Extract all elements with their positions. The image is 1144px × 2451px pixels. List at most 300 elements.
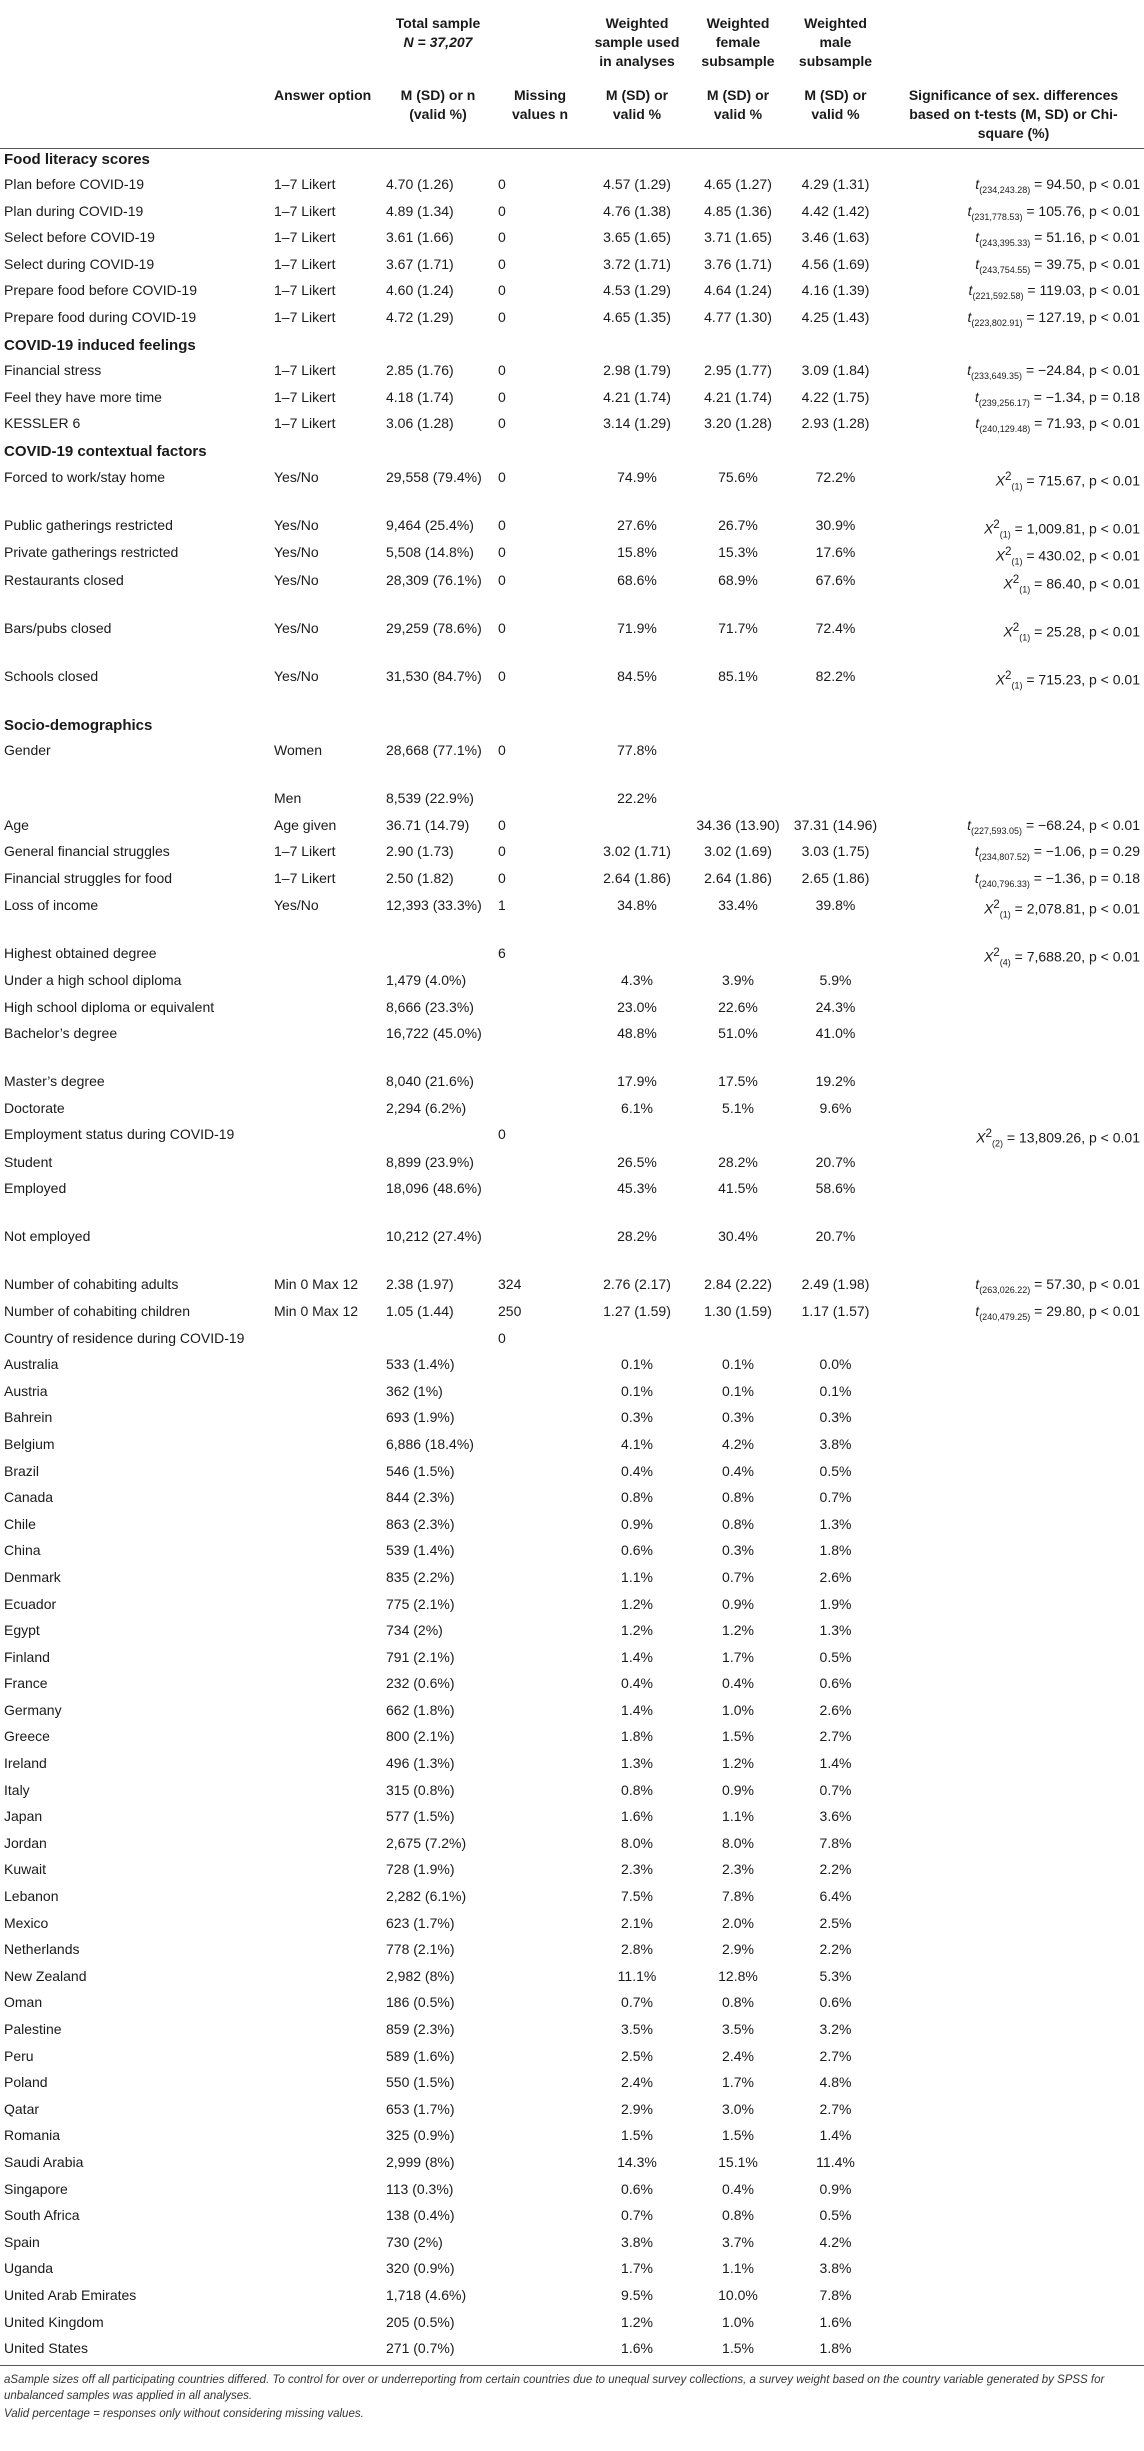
- variable-name: High school diploma or equivalent: [4, 998, 215, 1015]
- table-row: [0, 1227, 1144, 1275]
- significance-cell: [883, 1488, 1144, 1515]
- missing-values: [494, 1382, 586, 1409]
- header-total-stat: M (SD) or n (valid %): [400, 87, 476, 122]
- weighted-male-value: 2.93 (1.28): [801, 415, 870, 432]
- total-sample-value: 734 (2%): [386, 1622, 443, 1639]
- total-sample-value: 775 (2.1%): [386, 1595, 455, 1612]
- weighted-female-value: 1.7%: [722, 1648, 754, 1665]
- country-name: Singapore: [4, 2180, 68, 2197]
- total-sample-value: 3.61 (1.66): [386, 229, 454, 246]
- total-sample-value: 539 (1.4%): [386, 1542, 455, 1559]
- weighted-male-value: 58.6%: [815, 1180, 856, 1197]
- header-weighted-sample: Weighted sample used in analyses: [594, 15, 680, 69]
- significance-cell: [883, 1648, 1144, 1675]
- weighted-female-value: 0.3%: [722, 1542, 754, 1559]
- weighted-female-value: 85.1%: [718, 667, 758, 684]
- weighted-sample-value: 4.53 (1.29): [603, 282, 671, 299]
- answer-option: [270, 971, 382, 998]
- weighted-female-value: 12.8%: [718, 1967, 758, 1984]
- weighted-sample-value: 1.2%: [621, 1622, 653, 1639]
- stat-value: = 51.16, p < 0.01: [1030, 229, 1140, 246]
- significance-cell: [883, 667, 1144, 715]
- weighted-sample-value: 4.1%: [621, 1435, 653, 1452]
- section-header-row: [0, 715, 1144, 742]
- stat-value: = 57.30, p < 0.01: [1030, 1276, 1140, 1293]
- answer-option: [270, 1648, 382, 1675]
- variable-name: Not employed: [4, 1228, 91, 1245]
- missing-values: 1: [498, 896, 506, 913]
- weighted-sample-value: 1.2%: [621, 1595, 653, 1612]
- missing-values: [494, 1072, 586, 1099]
- total-sample-value: 3.67 (1.71): [386, 255, 454, 272]
- answer-option: Men: [274, 790, 302, 807]
- weighted-sample-value: [586, 1329, 688, 1356]
- country-row: [0, 1621, 1144, 1648]
- weighted-male-value: 37.31 (14.96): [793, 816, 878, 833]
- significance-cell: [883, 1125, 1144, 1152]
- total-sample-value: 8,899 (23.9%): [386, 1153, 474, 1170]
- missing-values: 6: [498, 944, 506, 961]
- stat-symbol: X: [995, 671, 1005, 688]
- table-row: [0, 1302, 1144, 1329]
- country-name: Australia: [4, 1356, 59, 1373]
- weighted-female-value: [688, 1125, 788, 1152]
- missing-values: [494, 2153, 586, 2180]
- missing-values: 0: [498, 282, 506, 299]
- answer-option: [270, 1674, 382, 1701]
- significance-cell: [883, 944, 1144, 971]
- significance-cell: [883, 2153, 1144, 2180]
- significance-cell: [883, 1674, 1144, 1701]
- weighted-sample-value: 1.7%: [621, 2260, 653, 2277]
- missing-values: 0: [498, 388, 506, 405]
- weighted-female-value: 1.2%: [722, 1755, 754, 1772]
- section-title: COVID-19 contextual factors: [4, 443, 207, 461]
- missing-values: [494, 2206, 586, 2233]
- total-sample-value: 4.89 (1.34): [386, 202, 454, 219]
- weighted-sample-value: 1.4%: [621, 1701, 653, 1718]
- weighted-sample-value: 3.72 (1.71): [603, 255, 671, 272]
- missing-values: [494, 1435, 586, 1462]
- significance-cell: [883, 1701, 1144, 1728]
- variable-name: Restaurants closed: [4, 571, 124, 588]
- missing-values: [494, 1781, 586, 1808]
- total-sample-value: 623 (1.7%): [386, 1914, 455, 1931]
- weighted-male-value: 2.2%: [819, 1861, 852, 1878]
- significance-cell: [883, 1834, 1144, 1861]
- weighted-sample-value: 1.6%: [586, 2339, 688, 2366]
- total-sample-value: 315 (0.8%): [386, 1781, 455, 1798]
- country-name: Belgium: [4, 1435, 55, 1452]
- table-row: [0, 255, 1144, 282]
- missing-values: [494, 1408, 586, 1435]
- total-sample-value: 2,982 (8%): [386, 1967, 455, 1984]
- missing-values: [494, 2020, 586, 2047]
- significance-cell: [883, 1993, 1144, 2020]
- stat-degrees-of-freedom: (2): [991, 1138, 1003, 1149]
- significance-cell: [883, 1940, 1144, 1967]
- country-name: Romania: [4, 2127, 61, 2144]
- weighted-female-value: 71.7%: [718, 619, 758, 636]
- variable-name: Select before COVID-19: [4, 229, 155, 246]
- country-name: United Kingdom: [4, 2313, 104, 2330]
- weighted-female-value: 34.36 (13.90): [696, 816, 780, 833]
- variable-name: Employed: [4, 1180, 67, 1197]
- missing-values: [494, 1993, 586, 2020]
- stat-degrees-of-freedom: (1): [1019, 583, 1031, 594]
- weighted-sample-value: 71.9%: [617, 619, 657, 636]
- total-sample-value: 31,530 (84.7%): [386, 667, 482, 684]
- table-row: [0, 816, 1144, 843]
- weighted-male-value: 0.5%: [819, 1648, 852, 1665]
- significance-cell: [883, 1382, 1144, 1409]
- weighted-male-value: 0.9%: [819, 2180, 852, 2197]
- total-sample-value: 6,886 (18.4%): [386, 1435, 474, 1452]
- significance-cell: [883, 1227, 1144, 1275]
- total-sample-value: 2,675 (7.2%): [386, 1834, 467, 1851]
- weighted-sample-value: 0.4%: [621, 1462, 653, 1479]
- weighted-female-value: 22.6%: [718, 998, 758, 1015]
- total-sample-value: 844 (2.3%): [386, 1489, 455, 1506]
- answer-option: 1–7 Likert: [274, 869, 336, 886]
- header-row-1: [0, 0, 1144, 82]
- missing-values: [494, 2313, 586, 2340]
- country-name: Oman: [4, 1994, 43, 2011]
- header-total-label: Total sample: [395, 15, 481, 31]
- answer-option: Women: [274, 742, 322, 759]
- stat-value: = 29.80, p < 0.01: [1030, 1302, 1140, 1319]
- missing-values: [494, 1807, 586, 1834]
- country-name: Germany: [4, 1701, 62, 1718]
- weighted-female-value: 0.1%: [722, 1356, 754, 1373]
- significance-cell: [883, 1887, 1144, 1914]
- stat-value: = 715.23, p < 0.01: [1022, 671, 1140, 688]
- variable-name: Prepare food during COVID-19: [4, 309, 197, 326]
- weighted-sample-value: 2.1%: [621, 1914, 653, 1931]
- country-row: [0, 2259, 1144, 2286]
- country-row: [0, 1781, 1144, 1808]
- weighted-female-value: 0.9%: [722, 1595, 754, 1612]
- weighted-female-value: 2.64 (1.86): [704, 869, 772, 886]
- answer-option: 1–7 Likert: [274, 282, 336, 299]
- weighted-sample-value: [586, 1125, 688, 1152]
- weighted-sample-value: 0.3%: [621, 1409, 653, 1426]
- weighted-sample-value: 3.65 (1.65): [603, 229, 671, 246]
- stat-superscript: 2: [1004, 668, 1012, 682]
- total-sample-value: 693 (1.9%): [386, 1409, 455, 1426]
- table-row: [0, 741, 1144, 789]
- weighted-female-value: 2.0%: [722, 1914, 754, 1931]
- stat-superscript: 2: [1004, 545, 1012, 559]
- country-row: [0, 1568, 1144, 1595]
- total-sample-value: 9,464 (25.4%): [386, 516, 474, 533]
- weighted-female-value: 1.1%: [722, 2260, 754, 2277]
- stat-symbol: X: [983, 520, 994, 537]
- weighted-male-value: [788, 741, 883, 789]
- stat-superscript: 2: [993, 897, 1000, 911]
- weighted-male-value: 4.42 (1.42): [801, 202, 870, 219]
- weighted-sample-value: 22.2%: [617, 790, 657, 807]
- stat-degrees-of-freedom: (1): [1011, 679, 1023, 690]
- country-row: [0, 2206, 1144, 2233]
- answer-option: [270, 1488, 382, 1515]
- total-sample-value: 2,294 (6.2%): [386, 1099, 467, 1116]
- weighted-sample-value: 4.65 (1.35): [603, 309, 671, 326]
- weighted-female-value: 0.4%: [722, 1462, 754, 1479]
- variable-name: Gender: [4, 742, 51, 759]
- weighted-male-value: 4.2%: [819, 2233, 852, 2250]
- weighted-male-value: 1.4%: [819, 2127, 852, 2144]
- country-name: Palestine: [4, 2021, 62, 2037]
- weighted-male-value: 67.6%: [815, 571, 856, 588]
- weighted-sample-value: 1.8%: [621, 1728, 653, 1745]
- answer-option: 1–7 Likert: [274, 309, 336, 326]
- weighted-female-value: 4.21 (1.74): [704, 388, 772, 405]
- significance-cell: [883, 543, 1144, 570]
- stat-symbol: t: [975, 415, 980, 432]
- stat-value: = −1.36, p = 0.18: [1029, 869, 1140, 886]
- stat-degrees-of-freedom: (233,649.35): [971, 371, 1023, 382]
- weighted-sample-value: 0.4%: [621, 1675, 653, 1692]
- country-name: China: [4, 1542, 41, 1559]
- country-row: [0, 1488, 1144, 1515]
- significance-cell: [883, 1781, 1144, 1808]
- missing-values: [494, 1179, 586, 1227]
- total-sample-value: 271 (0.7%): [382, 2339, 494, 2366]
- total-sample-value: 232 (0.6%): [386, 1675, 455, 1692]
- header-answer-option: Answer option: [274, 87, 372, 103]
- stat-degrees-of-freedom: (231,778.53): [971, 211, 1023, 222]
- weighted-male-value: 3.03 (1.75): [801, 843, 870, 860]
- stat-degrees-of-freedom: (239,256.17): [978, 397, 1030, 408]
- table-row: [0, 789, 1144, 816]
- missing-values: 0: [498, 571, 506, 588]
- stat-degrees-of-freedom: (240,129.48): [979, 424, 1031, 435]
- weighted-female-value: 1.5%: [722, 2127, 754, 2144]
- weighted-sample-value: 0.8%: [621, 1489, 653, 1506]
- total-sample-value: 2.90 (1.73): [386, 843, 454, 860]
- answer-option: [270, 1072, 382, 1099]
- answer-option: [270, 1727, 382, 1754]
- answer-option: 1–7 Likert: [274, 255, 336, 272]
- missing-values: 250: [498, 1302, 522, 1319]
- answer-option: [270, 1382, 382, 1409]
- missing-values: [494, 1515, 586, 1542]
- significance-cell: [883, 1435, 1144, 1462]
- variable-name: Age: [4, 816, 29, 833]
- significance-cell: [883, 1355, 1144, 1382]
- total-sample-value: [382, 1125, 494, 1152]
- answer-option: 1–7 Likert: [274, 176, 336, 193]
- missing-values: [494, 1099, 586, 1126]
- missing-values: 0: [498, 516, 506, 533]
- weighted-male-value: 72.4%: [815, 619, 856, 636]
- country-row: [0, 1834, 1144, 1861]
- weighted-sample-value: 4.3%: [621, 971, 653, 988]
- answer-option: [270, 1887, 382, 1914]
- weighted-female-value: 0.1%: [722, 1382, 754, 1399]
- stat-symbol: X: [995, 472, 1005, 489]
- weighted-male-value: 0.3%: [819, 1409, 852, 1426]
- total-sample-value: 662 (1.8%): [386, 1701, 455, 1718]
- country-name: Saudi Arabia: [4, 2153, 84, 2170]
- variable-name: General financial struggles: [4, 843, 170, 860]
- weighted-male-value: 1.3%: [819, 1515, 852, 1532]
- weighted-sample-value: 0.6%: [621, 2180, 653, 2197]
- stat-symbol: t: [975, 229, 980, 246]
- header-significance: Significance of sex. differences based on t-tests (M, SD) or Chi-square (%): [908, 87, 1119, 141]
- weighted-sample-value: 1.5%: [621, 2127, 653, 2144]
- weighted-male-value: 19.2%: [815, 1073, 856, 1090]
- weighted-sample-value: 48.8%: [617, 1025, 657, 1042]
- missing-values: 0: [498, 869, 506, 886]
- header-empty: [883, 0, 1144, 82]
- weighted-female-value: 1.2%: [722, 1622, 754, 1639]
- weighted-female-value: 0.7%: [722, 1568, 754, 1585]
- country-row: [0, 2047, 1144, 2074]
- country-name: Japan: [4, 1808, 43, 1825]
- significance-cell: [883, 2259, 1144, 2286]
- weighted-female-value: 0.4%: [722, 1675, 754, 1692]
- missing-values: 0: [498, 362, 506, 379]
- weighted-male-value: 3.8%: [819, 1435, 852, 1452]
- country-row: [0, 1355, 1144, 1382]
- country-name: Brazil: [4, 1462, 40, 1479]
- stat-degrees-of-freedom: (243,395.33): [979, 238, 1031, 249]
- significance-cell: [883, 1408, 1144, 1435]
- weighted-female-value: 30.4%: [718, 1228, 758, 1245]
- weighted-sample-value: [586, 816, 688, 843]
- missing-values: 0: [498, 667, 506, 684]
- variable-name: Plan before COVID-19: [4, 176, 145, 193]
- stat-value: = 430.02, p < 0.01: [1022, 547, 1140, 564]
- weighted-female-value: 3.0%: [722, 2100, 754, 2117]
- weighted-male-value: 1.17 (1.57): [801, 1302, 870, 1319]
- significance-cell: [883, 468, 1144, 516]
- significance-cell: [883, 2126, 1144, 2153]
- answer-option: [270, 1179, 382, 1227]
- stat-value: = 119.03, p < 0.01: [1023, 282, 1140, 299]
- weighted-female-value: [688, 944, 788, 971]
- weighted-sample-value: 84.5%: [617, 667, 657, 684]
- stat-degrees-of-freedom: (234,243.28): [979, 184, 1031, 195]
- missing-values: 0: [498, 619, 506, 636]
- significance-cell: [883, 842, 1144, 869]
- weighted-female-value: 0.8%: [722, 1489, 754, 1506]
- stat-symbol: t: [975, 1276, 980, 1293]
- weighted-female-value: 3.9%: [722, 971, 754, 988]
- total-sample-value: 18,096 (48.6%): [386, 1180, 482, 1197]
- variable-name: KESSLER 6: [4, 415, 81, 432]
- missing-values: [494, 1355, 586, 1382]
- weighted-female-value: 3.5%: [722, 2021, 754, 2037]
- stat-superscript: 2: [1004, 469, 1012, 483]
- weighted-male-value: [788, 1125, 883, 1152]
- country-row: [0, 2126, 1144, 2153]
- variable-name: Under a high school diploma: [4, 971, 182, 988]
- stat-value: = 86.40, p < 0.01: [1030, 575, 1140, 592]
- weighted-sample-value: 1.3%: [621, 1755, 653, 1772]
- stat-degrees-of-freedom: (263,026.22): [979, 1285, 1031, 1296]
- weighted-female-value: 1.7%: [722, 2074, 754, 2091]
- answer-option: Yes/No: [274, 619, 319, 636]
- total-sample-value: 29,259 (78.6%): [386, 619, 482, 636]
- total-sample-value: 362 (1%): [386, 1382, 443, 1399]
- total-sample-value: 577 (1.5%): [386, 1808, 455, 1825]
- country-name: Spain: [4, 2233, 40, 2250]
- significance-cell: [883, 998, 1144, 1025]
- weighted-sample-value: 0.1%: [621, 1382, 653, 1399]
- weighted-male-value: 0.6%: [819, 1675, 852, 1692]
- country-name: United Arab Emirates: [4, 2286, 137, 2303]
- stat-symbol: X: [983, 900, 994, 917]
- weighted-female-value: 0.8%: [722, 1994, 754, 2011]
- weighted-sample-value: 2.8%: [621, 1941, 653, 1958]
- stat-value: = 25.28, p < 0.01: [1030, 623, 1140, 640]
- weighted-sample-value: 1.6%: [621, 1808, 653, 1825]
- weighted-female-value: 28.2%: [718, 1153, 758, 1170]
- country-name: Poland: [4, 2074, 48, 2091]
- table-row: [0, 1099, 1144, 1126]
- country-row: [0, 1701, 1144, 1728]
- missing-values: [494, 1227, 586, 1275]
- stat-degrees-of-freedom: (1): [1019, 631, 1031, 642]
- weighted-female-value: 4.65 (1.27): [704, 176, 772, 193]
- significance-cell: [883, 2206, 1144, 2233]
- weighted-male-value: 0.5%: [819, 1462, 852, 1479]
- weighted-male-value: 1.8%: [819, 1542, 852, 1559]
- answer-option: [270, 2339, 382, 2366]
- answer-option: [270, 1834, 382, 1861]
- answer-option: [270, 1408, 382, 1435]
- significance-cell: [883, 202, 1144, 229]
- significance-cell: [883, 1072, 1144, 1099]
- missing-values: 324: [498, 1276, 522, 1293]
- variable-name: Public gatherings restricted: [4, 516, 173, 533]
- stat-degrees-of-freedom: (227,593.05): [971, 825, 1023, 836]
- country-row: [0, 2233, 1144, 2260]
- variable-name: Number of cohabiting adults: [4, 1276, 179, 1293]
- country-name: Qatar: [4, 2100, 40, 2117]
- weighted-male-value: 7.8%: [819, 1834, 852, 1851]
- answer-option: [270, 998, 382, 1025]
- significance-cell: [883, 388, 1144, 415]
- missing-values: [494, 1462, 586, 1489]
- significance-cell: [883, 741, 1144, 789]
- header-sample-stat: M (SD) or valid %: [605, 87, 669, 122]
- weighted-female-value: 5.1%: [722, 1099, 754, 1116]
- stat-value: = −1.06, p = 0.29: [1029, 843, 1140, 860]
- header-weighted-female: Weighted female subsample: [701, 15, 775, 69]
- variable-name: Financial struggles for food: [4, 869, 173, 886]
- table-row: [0, 414, 1144, 441]
- weighted-female-value: 1.0%: [722, 2313, 754, 2330]
- total-sample-value: 325 (0.9%): [386, 2127, 455, 2144]
- significance-cell: [883, 2313, 1144, 2340]
- country-name: South Africa: [4, 2207, 80, 2224]
- significance-cell: [883, 1024, 1144, 1072]
- weighted-male-value: 0.7%: [819, 1489, 852, 1506]
- missing-values: [494, 2259, 586, 2286]
- country-row: [0, 1887, 1144, 1914]
- total-sample-value: 589 (1.6%): [386, 2047, 455, 2064]
- weighted-female-value: 2.9%: [722, 1941, 754, 1958]
- table-row: [0, 667, 1144, 715]
- answer-option: [270, 1568, 382, 1595]
- answer-option: Yes/No: [274, 544, 319, 561]
- country-row: [0, 1860, 1144, 1887]
- significance-cell: [883, 1595, 1144, 1622]
